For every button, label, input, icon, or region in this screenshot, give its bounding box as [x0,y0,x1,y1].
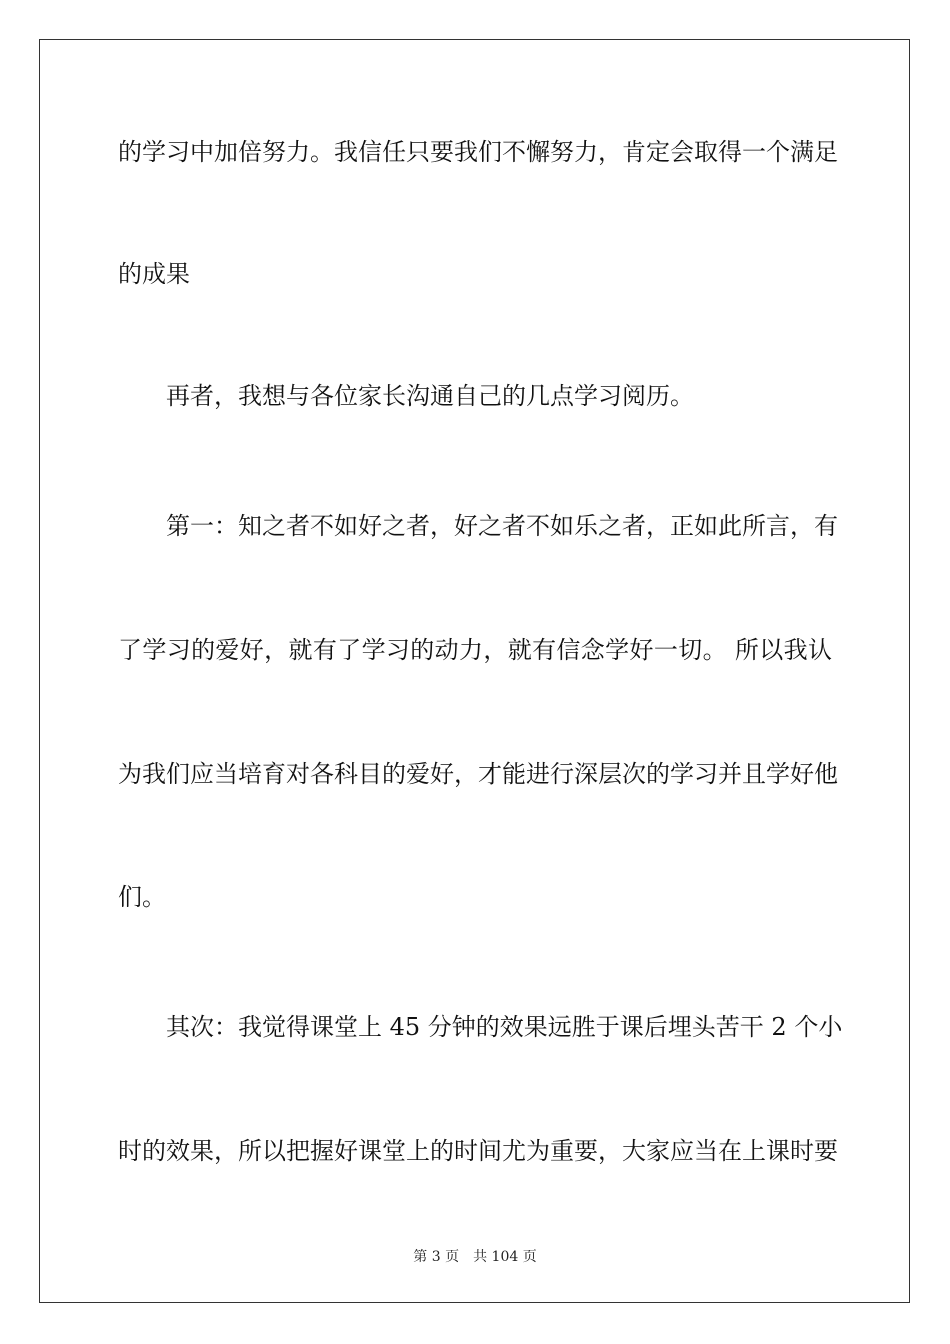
current-page-number: 第 3 页 [413,1249,460,1265]
text-line: 的学习中加倍努力。我信任只要我们不懈努力，肯定会取得一个满足 [118,138,838,166]
page-border [39,39,910,1303]
text-line: 的成果 [118,260,190,288]
text-line: 了学习的爱好，就有了学习的动力，就有信念学好一切。 所以我认 [118,636,832,664]
text-line: 们。 [118,883,166,911]
page-footer [0,1248,950,1266]
text-line: 第一：知之者不如好之者，好之者不如乐之者，正如此所言，有 [166,512,838,540]
text-line: 其次：我觉得课堂上 45 分钟的效果远胜于课后埋头苦干 2 个小 [166,1013,843,1041]
text-line: 为我们应当培育对各科目的爱好，才能进行深层次的学习并且学好他 [118,760,838,788]
text-line: 再者，我想与各位家长沟通自己的几点学习阅历。 [166,382,694,410]
text-line: 时的效果，所以把握好课堂上的时间尤为重要，大家应当在上课时要 [118,1137,838,1165]
total-page-count: 共 104 页 [473,1249,537,1265]
